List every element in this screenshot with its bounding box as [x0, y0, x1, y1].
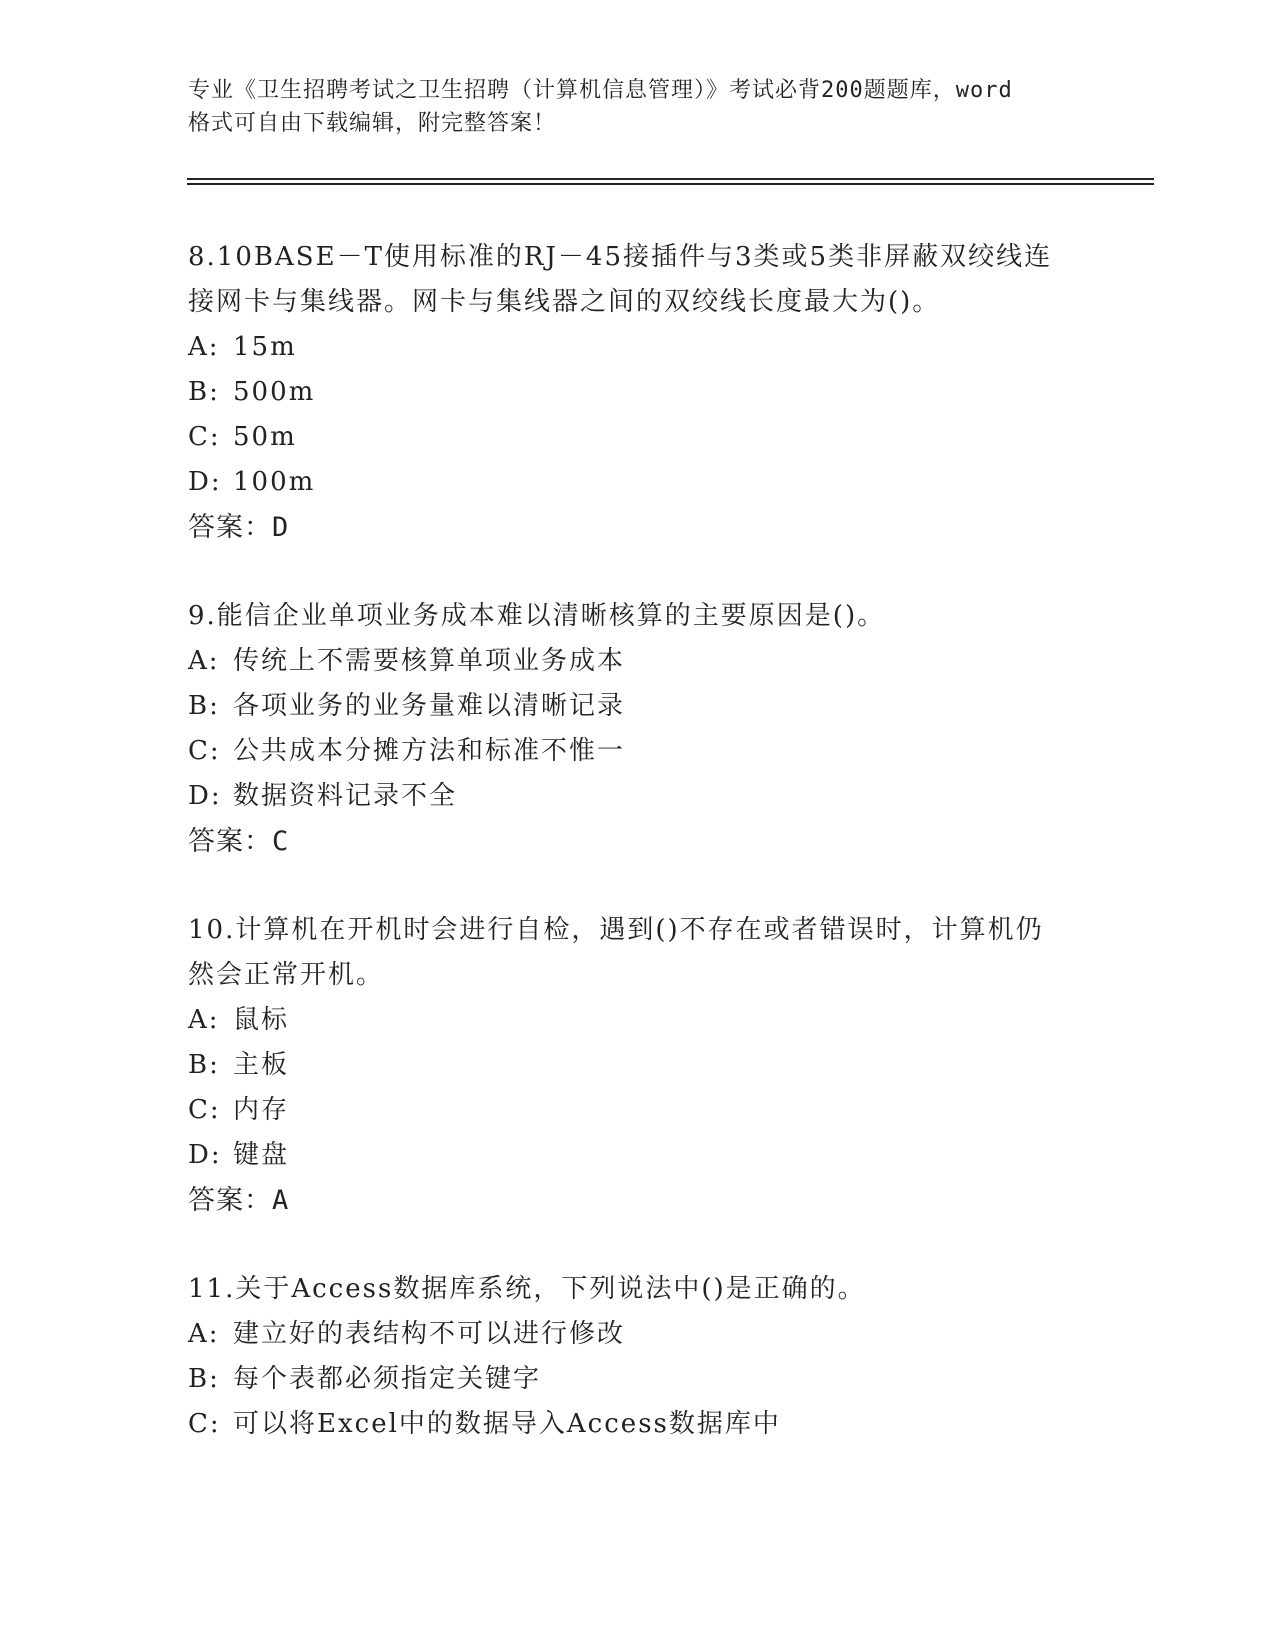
question-list: [188, 235, 1088, 1491]
option-text: 数据资料记录不全: [233, 781, 458, 811]
option-b: [188, 370, 1088, 415]
option-d: [188, 460, 1088, 505]
option-d: [188, 774, 1088, 819]
option-text: 各项业务的业务量难以清晰记录: [233, 691, 626, 721]
option-b: [188, 1357, 1088, 1402]
header-divider-bottom: [187, 183, 1154, 185]
question-stem-line-2: 然会正常开机。: [188, 960, 385, 990]
option-text: 可以将Excel中的数据导入Access数据库中: [233, 1409, 781, 1439]
option-letter: A:: [188, 332, 220, 362]
option-a: [188, 1312, 1088, 1357]
option-a: [188, 639, 1088, 684]
question-8: [188, 235, 1088, 550]
option-text: 主板: [233, 1050, 290, 1080]
option-letter: B:: [188, 377, 220, 407]
question-9: [188, 594, 1088, 864]
option-letter: C:: [188, 736, 221, 766]
answer-line: 答案：D: [188, 512, 290, 543]
question-stem-line-1: 10.计算机在开机时会进行自检，遇到()不存在或者错误时，计算机仍: [188, 915, 1044, 945]
option-letter: A:: [188, 1319, 220, 1349]
option-letter: B:: [188, 1364, 220, 1394]
option-text: 鼠标: [233, 1005, 290, 1035]
option-letter: D:: [188, 781, 222, 811]
header-divider-top: [187, 178, 1154, 180]
option-text: 100m: [233, 467, 316, 497]
question-stem-line-1: 8.10BASE－T使用标准的RJ－45接插件与3类或5类非屏蔽双绞线连: [188, 242, 1053, 272]
option-text: 内存: [233, 1095, 290, 1125]
question-11: [188, 1267, 1088, 1447]
question-stem-line-1: 9.能信企业单项业务成本难以清晰核算的主要原因是()。: [188, 601, 886, 631]
option-c: [188, 1402, 1088, 1447]
option-text: 500m: [233, 377, 316, 407]
option-a: [188, 325, 1088, 370]
question-10: [188, 908, 1088, 1223]
answer-line: 答案：A: [188, 1185, 290, 1216]
option-c: [188, 729, 1088, 774]
option-text: 每个表都必须指定关键字: [233, 1364, 542, 1394]
option-letter: C:: [188, 422, 221, 452]
option-text: 键盘: [233, 1140, 290, 1170]
option-letter: D:: [188, 467, 222, 497]
option-text: 15m: [233, 332, 297, 362]
option-letter: C:: [188, 1409, 221, 1439]
option-c: [188, 1088, 1088, 1133]
option-a: [188, 998, 1088, 1043]
header-line-2: 格式可自由下载编辑，附完整答案！: [188, 111, 557, 136]
header-line-1: 专业《卫生招聘考试之卫生招聘（计算机信息管理）》考试必背200题题库，word: [188, 78, 1013, 103]
question-stem-line-1: 11.关于Access数据库系统，下列说法中()是正确的。: [188, 1274, 866, 1304]
option-c: [188, 415, 1088, 460]
option-text: 公共成本分摊方法和标准不惟一: [233, 736, 626, 766]
option-letter: C:: [188, 1095, 221, 1125]
option-letter: B:: [188, 1050, 220, 1080]
option-letter: B:: [188, 691, 220, 721]
option-letter: A:: [188, 646, 220, 676]
header-note: [188, 74, 1088, 140]
option-b: [188, 1043, 1088, 1088]
option-d: [188, 1133, 1088, 1178]
option-text: 传统上不需要核算单项业务成本: [233, 646, 626, 676]
answer-line: 答案：C: [188, 826, 290, 857]
option-letter: A:: [188, 1005, 220, 1035]
option-text: 50m: [233, 422, 297, 452]
option-b: [188, 684, 1088, 729]
option-text: 建立好的表结构不可以进行修改: [233, 1319, 626, 1349]
question-stem-line-2: 接网卡与集线器。网卡与集线器之间的双绞线长度最大为()。: [188, 287, 941, 317]
option-letter: D:: [188, 1140, 222, 1170]
